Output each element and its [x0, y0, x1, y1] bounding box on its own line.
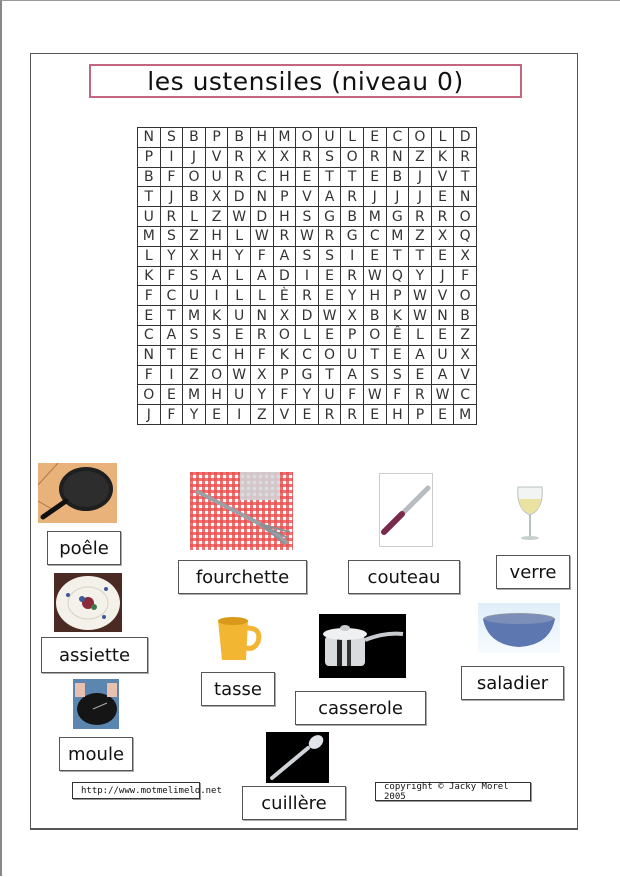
grid-cell[interactable]: M: [363, 207, 386, 227]
grid-cell[interactable]: J: [409, 167, 432, 187]
grid-cell[interactable]: M: [454, 405, 477, 425]
grid-cell[interactable]: C: [160, 286, 183, 306]
grid-cell[interactable]: O: [183, 167, 206, 187]
grid-cell[interactable]: E: [431, 405, 454, 425]
grid-cell[interactable]: E: [431, 325, 454, 345]
grid-cell[interactable]: U: [183, 286, 206, 306]
grid-cell[interactable]: L: [228, 286, 251, 306]
grid-cell[interactable]: V: [454, 365, 477, 385]
grid-row: [138, 325, 477, 345]
spoon-image: [266, 732, 329, 783]
grid-cell[interactable]: C: [205, 345, 228, 365]
grid-cell[interactable]: Z: [454, 325, 477, 345]
grid-cell[interactable]: K: [205, 306, 228, 326]
grid-cell[interactable]: T: [341, 167, 364, 187]
grid-cell[interactable]: I: [296, 266, 319, 286]
grid-cell[interactable]: J: [160, 187, 183, 207]
grid-cell[interactable]: D: [296, 306, 319, 326]
grid-cell[interactable]: K: [273, 345, 296, 365]
grid-cell[interactable]: H: [250, 128, 273, 148]
grid-cell[interactable]: S: [363, 365, 386, 385]
grid-cell[interactable]: E: [205, 405, 228, 425]
grid-cell[interactable]: A: [273, 246, 296, 266]
grid-cell[interactable]: S: [386, 365, 409, 385]
grid-cell[interactable]: P: [205, 128, 228, 148]
grid-cell[interactable]: G: [318, 207, 341, 227]
grid-cell[interactable]: O: [454, 286, 477, 306]
grid-cell[interactable]: O: [409, 128, 432, 148]
grid-cell[interactable]: Y: [409, 266, 432, 286]
grid-cell[interactable]: U: [318, 385, 341, 405]
saucepan-image: [319, 614, 406, 678]
grid-row: [138, 147, 477, 167]
website-link[interactable]: [72, 782, 222, 799]
grid-cell[interactable]: X: [454, 345, 477, 365]
grid-cell[interactable]: P: [386, 286, 409, 306]
grid-cell[interactable]: U: [228, 306, 251, 326]
grid-cell[interactable]: C: [296, 345, 319, 365]
grid-cell[interactable]: N: [138, 345, 161, 365]
grid-cell[interactable]: I: [160, 147, 183, 167]
grid-cell[interactable]: Z: [409, 147, 432, 167]
grid-cell[interactable]: X: [431, 226, 454, 246]
grid-cell[interactable]: R: [409, 207, 432, 227]
grid-cell[interactable]: R: [250, 325, 273, 345]
grid-cell[interactable]: S: [296, 207, 319, 227]
grid-cell[interactable]: T: [318, 167, 341, 187]
grid-cell[interactable]: W: [228, 365, 251, 385]
grid-cell[interactable]: Z: [205, 207, 228, 227]
grid-cell[interactable]: P: [273, 187, 296, 207]
grid-cell[interactable]: U: [318, 128, 341, 148]
grid-cell[interactable]: C: [454, 385, 477, 405]
grid-cell[interactable]: O: [273, 325, 296, 345]
grid-cell[interactable]: Y: [341, 286, 364, 306]
grid-cell[interactable]: O: [138, 385, 161, 405]
word-label-assiette: [41, 637, 148, 673]
grid-cell[interactable]: B: [183, 187, 206, 207]
grid-cell[interactable]: W: [228, 207, 251, 227]
grid-row: [138, 405, 477, 425]
grid-cell[interactable]: W: [250, 226, 273, 246]
grid-cell[interactable]: E: [228, 325, 251, 345]
word-label-casserole: [295, 691, 426, 725]
word-text: tasse: [214, 678, 262, 700]
cake-mold-image: [73, 679, 119, 729]
grid-cell[interactable]: S: [183, 325, 206, 345]
grid-cell[interactable]: T: [138, 187, 161, 207]
grid-cell[interactable]: A: [318, 187, 341, 207]
grid-cell[interactable]: B: [454, 306, 477, 326]
grid-cell[interactable]: U: [205, 167, 228, 187]
grid-cell[interactable]: C: [363, 226, 386, 246]
word-label-verre: [496, 555, 570, 589]
word-text: poêle: [59, 537, 109, 559]
grid-cell[interactable]: X: [183, 246, 206, 266]
grid-cell[interactable]: J: [409, 187, 432, 207]
grid-cell[interactable]: L: [228, 266, 251, 286]
website-text: http://www.motmelimelo.net: [81, 785, 222, 796]
grid-cell[interactable]: R: [296, 147, 319, 167]
grid-cell[interactable]: R: [341, 187, 364, 207]
grid-cell[interactable]: E: [318, 266, 341, 286]
grid-cell[interactable]: Y: [183, 405, 206, 425]
grid-cell[interactable]: D: [454, 128, 477, 148]
grid-cell[interactable]: J: [138, 405, 161, 425]
grid-cell[interactable]: R: [341, 405, 364, 425]
copyright-box: [375, 782, 531, 801]
grid-cell[interactable]: L: [296, 325, 319, 345]
grid-cell[interactable]: S: [205, 325, 228, 345]
grid-cell[interactable]: U: [228, 385, 251, 405]
grid-cell[interactable]: L: [228, 226, 251, 246]
grid-cell[interactable]: F: [160, 405, 183, 425]
word-search-grid: [137, 127, 477, 425]
grid-cell[interactable]: A: [409, 345, 432, 365]
grid-cell[interactable]: X: [250, 365, 273, 385]
grid-cell[interactable]: F: [273, 385, 296, 405]
grid-cell[interactable]: R: [160, 207, 183, 227]
grid-cell[interactable]: R: [318, 226, 341, 246]
grid-cell[interactable]: H: [205, 246, 228, 266]
grid-cell[interactable]: J: [363, 187, 386, 207]
grid-cell[interactable]: T: [386, 246, 409, 266]
grid-cell[interactable]: H: [273, 207, 296, 227]
grid-cell[interactable]: Ê: [386, 325, 409, 345]
grid-cell[interactable]: D: [273, 266, 296, 286]
grid-cell[interactable]: S: [160, 226, 183, 246]
grid-cell[interactable]: M: [273, 128, 296, 148]
grid-cell[interactable]: K: [431, 147, 454, 167]
grid-cell[interactable]: E: [431, 187, 454, 207]
grid-cell[interactable]: W: [318, 306, 341, 326]
grid-cell[interactable]: S: [183, 266, 206, 286]
grid-cell[interactable]: W: [409, 286, 432, 306]
grid-cell[interactable]: E: [296, 405, 319, 425]
grid-row: [138, 167, 477, 187]
grid-cell[interactable]: V: [273, 405, 296, 425]
grid-cell[interactable]: Y: [250, 385, 273, 405]
grid-row: [138, 306, 477, 326]
grid-cell[interactable]: R: [341, 266, 364, 286]
grid-cell[interactable]: A: [205, 266, 228, 286]
grid-cell[interactable]: A: [250, 266, 273, 286]
grid-cell[interactable]: L: [183, 207, 206, 227]
grid-cell[interactable]: O: [296, 128, 319, 148]
page-title: les ustensiles (niveau 0): [147, 66, 464, 96]
grid-cell[interactable]: K: [386, 306, 409, 326]
grid-cell[interactable]: Z: [409, 226, 432, 246]
word-text: saladier: [476, 672, 549, 694]
grid-cell[interactable]: U: [138, 207, 161, 227]
grid-cell[interactable]: L: [409, 325, 432, 345]
grid-cell[interactable]: V: [296, 187, 319, 207]
grid-cell[interactable]: Q: [454, 226, 477, 246]
grid-cell[interactable]: N: [138, 128, 161, 148]
grid-cell[interactable]: C: [138, 325, 161, 345]
wine-glass-image: [512, 483, 548, 543]
word-text: casserole: [318, 697, 403, 719]
grid-cell[interactable]: R: [454, 147, 477, 167]
grid-cell[interactable]: R: [296, 286, 319, 306]
grid-cell[interactable]: E: [296, 167, 319, 187]
grid-cell[interactable]: R: [228, 147, 251, 167]
word-text: verre: [509, 561, 557, 583]
grid-cell[interactable]: B: [228, 128, 251, 148]
grid-cell[interactable]: C: [250, 167, 273, 187]
grid-cell[interactable]: N: [454, 187, 477, 207]
grid-cell[interactable]: J: [183, 147, 206, 167]
grid-cell[interactable]: E: [363, 246, 386, 266]
grid-cell[interactable]: F: [341, 385, 364, 405]
grid-cell[interactable]: F: [454, 266, 477, 286]
grid-cell[interactable]: D: [250, 207, 273, 227]
grid-cell[interactable]: N: [250, 187, 273, 207]
grid-cell[interactable]: B: [138, 167, 161, 187]
grid-cell[interactable]: X: [250, 147, 273, 167]
grid-cell[interactable]: H: [228, 345, 251, 365]
grid-cell[interactable]: R: [431, 207, 454, 227]
grid-cell[interactable]: X: [273, 147, 296, 167]
grid-cell[interactable]: H: [273, 167, 296, 187]
grid-row: [138, 226, 477, 246]
grid-cell[interactable]: Z: [250, 405, 273, 425]
title-box: [89, 64, 522, 98]
grid-cell[interactable]: X: [341, 306, 364, 326]
word-label-moule: [59, 737, 133, 771]
word-text: cuillère: [261, 792, 327, 814]
grid-cell[interactable]: S: [160, 128, 183, 148]
grid-cell[interactable]: S: [318, 147, 341, 167]
grid-cell[interactable]: R: [318, 405, 341, 425]
grid-row: [138, 266, 477, 286]
grid-cell[interactable]: R: [363, 147, 386, 167]
grid-cell[interactable]: W: [363, 266, 386, 286]
word-label-couteau: [348, 560, 460, 594]
grid-cell[interactable]: J: [431, 266, 454, 286]
grid-cell[interactable]: A: [160, 325, 183, 345]
knife-image: [379, 473, 433, 547]
grid-cell[interactable]: A: [341, 365, 364, 385]
grid-cell[interactable]: I: [228, 405, 251, 425]
grid-cell[interactable]: M: [138, 226, 161, 246]
grid-row: [138, 286, 477, 306]
grid-cell[interactable]: B: [341, 207, 364, 227]
grid-cell[interactable]: E: [318, 325, 341, 345]
grid-cell[interactable]: L: [341, 128, 364, 148]
copyright-text: copyright © Jacky Morel 2005: [384, 781, 509, 802]
grid-cell[interactable]: I: [341, 246, 364, 266]
grid-cell[interactable]: D: [228, 187, 251, 207]
grid-cell[interactable]: G: [296, 365, 319, 385]
grid-cell[interactable]: V: [431, 167, 454, 187]
word-label-cuillere: [242, 786, 346, 820]
grid-cell[interactable]: P: [273, 365, 296, 385]
grid-cell[interactable]: Y: [296, 385, 319, 405]
grid-cell[interactable]: L: [138, 246, 161, 266]
grid-row: [138, 385, 477, 405]
grid-cell[interactable]: F: [160, 167, 183, 187]
grid-cell[interactable]: M: [183, 306, 206, 326]
grid-cell[interactable]: X: [273, 306, 296, 326]
grid-cell[interactable]: V: [205, 147, 228, 167]
word-text: assiette: [58, 644, 131, 666]
grid-cell[interactable]: E: [363, 167, 386, 187]
grid-cell[interactable]: F: [386, 385, 409, 405]
grid-cell[interactable]: H: [363, 286, 386, 306]
grid-cell[interactable]: W: [363, 385, 386, 405]
grid-row: [138, 246, 477, 266]
grid-cell[interactable]: O: [318, 345, 341, 365]
grid-cell[interactable]: W: [409, 306, 432, 326]
grid-cell[interactable]: S: [296, 246, 319, 266]
grid-cell[interactable]: E: [409, 365, 432, 385]
grid-cell[interactable]: T: [160, 306, 183, 326]
grid-cell[interactable]: R: [228, 167, 251, 187]
grid-cell[interactable]: T: [160, 345, 183, 365]
grid-cell[interactable]: E: [386, 345, 409, 365]
grid-cell[interactable]: O: [363, 325, 386, 345]
grid-cell[interactable]: I: [205, 286, 228, 306]
word-label-saladier: [461, 666, 564, 700]
grid-cell[interactable]: È: [273, 286, 296, 306]
word-label-tasse: [201, 672, 275, 706]
grid-cell[interactable]: P: [341, 325, 364, 345]
grid-cell[interactable]: M: [183, 385, 206, 405]
grid-cell[interactable]: N: [386, 147, 409, 167]
grid-cell[interactable]: M: [386, 226, 409, 246]
grid-cell[interactable]: R: [409, 385, 432, 405]
grid-cell[interactable]: G: [386, 207, 409, 227]
grid-cell[interactable]: E: [363, 128, 386, 148]
grid-cell[interactable]: E: [183, 345, 206, 365]
grid-cell[interactable]: W: [431, 385, 454, 405]
grid-cell[interactable]: Z: [183, 226, 206, 246]
grid-cell[interactable]: E: [363, 405, 386, 425]
frying-pan-image: [38, 463, 117, 523]
grid-cell[interactable]: Y: [160, 246, 183, 266]
grid-cell[interactable]: H: [386, 405, 409, 425]
grid-cell[interactable]: G: [341, 226, 364, 246]
grid-cell[interactable]: E: [160, 385, 183, 405]
grid-cell[interactable]: F: [138, 286, 161, 306]
grid-cell[interactable]: L: [431, 128, 454, 148]
grid-cell[interactable]: P: [409, 405, 432, 425]
grid-cell[interactable]: U: [341, 345, 364, 365]
grid-row: [138, 187, 477, 207]
grid-cell[interactable]: F: [138, 365, 161, 385]
grid-cell[interactable]: T: [409, 246, 432, 266]
grid-cell[interactable]: F: [160, 266, 183, 286]
word-text: fourchette: [195, 566, 290, 588]
grid-row: [138, 345, 477, 365]
grid-cell[interactable]: C: [386, 128, 409, 148]
fork-image: [190, 472, 293, 550]
word-text: moule: [67, 743, 125, 765]
grid-cell[interactable]: J: [386, 187, 409, 207]
grid-cell[interactable]: A: [431, 365, 454, 385]
grid-cell[interactable]: K: [138, 266, 161, 286]
grid-cell[interactable]: R: [273, 226, 296, 246]
grid-row: [138, 365, 477, 385]
grid-cell[interactable]: N: [431, 306, 454, 326]
grid-cell[interactable]: F: [250, 345, 273, 365]
grid-cell[interactable]: E: [431, 246, 454, 266]
grid-cell[interactable]: X: [205, 187, 228, 207]
grid-cell[interactable]: H: [205, 226, 228, 246]
salad-bowl-image: [478, 603, 560, 653]
grid-cell[interactable]: Q: [386, 266, 409, 286]
plate-image: [54, 573, 122, 632]
grid-cell[interactable]: W: [296, 226, 319, 246]
grid-cell[interactable]: I: [160, 365, 183, 385]
grid-cell[interactable]: S: [318, 246, 341, 266]
grid-cell[interactable]: E: [138, 306, 161, 326]
grid-cell[interactable]: U: [431, 345, 454, 365]
grid-cell[interactable]: O: [205, 365, 228, 385]
grid-cell[interactable]: B: [386, 167, 409, 187]
grid-cell[interactable]: Y: [228, 246, 251, 266]
grid-cell[interactable]: L: [250, 286, 273, 306]
grid-cell[interactable]: X: [454, 246, 477, 266]
grid-cell[interactable]: B: [183, 128, 206, 148]
grid-cell[interactable]: N: [250, 306, 273, 326]
grid-cell[interactable]: P: [138, 147, 161, 167]
grid-cell[interactable]: H: [205, 385, 228, 405]
grid-cell[interactable]: T: [318, 365, 341, 385]
word-label-poele: [47, 531, 121, 565]
mug-image: [212, 614, 264, 664]
grid-cell[interactable]: O: [454, 207, 477, 227]
grid-cell[interactable]: V: [431, 286, 454, 306]
grid-cell[interactable]: F: [250, 246, 273, 266]
grid-cell[interactable]: B: [363, 306, 386, 326]
grid-cell[interactable]: T: [454, 167, 477, 187]
grid-cell[interactable]: Z: [183, 365, 206, 385]
grid-cell[interactable]: O: [341, 147, 364, 167]
grid-cell[interactable]: E: [318, 286, 341, 306]
word-label-fourchette: [178, 560, 307, 594]
grid-cell[interactable]: T: [363, 345, 386, 365]
grid-row: [138, 128, 477, 148]
grid-row: [138, 207, 477, 227]
word-text: couteau: [367, 566, 441, 588]
